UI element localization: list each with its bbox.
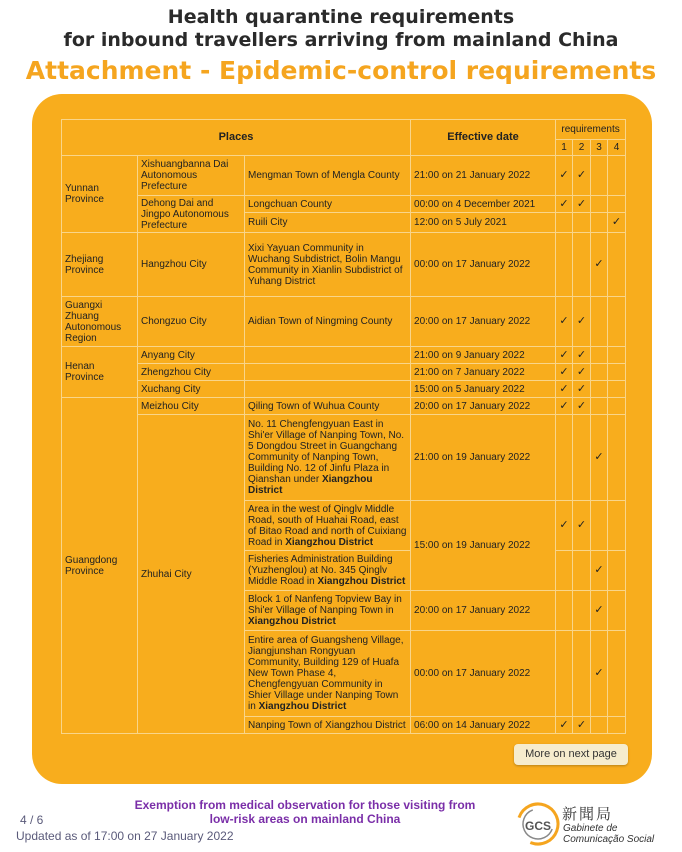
logo-chinese-name: 新聞局 (562, 805, 614, 823)
area-cell (245, 591, 411, 631)
more-on-next-page-button[interactable]: More on next page (514, 744, 628, 765)
table-row (62, 364, 626, 381)
date-cell: 20:00 on 17 January 2022 (411, 398, 556, 415)
area-cell (245, 415, 411, 501)
check-icon: ✓ (556, 196, 573, 213)
city-cell: Hangzhou City (138, 233, 245, 297)
region-cell: Guangxi Zhuang Autonomous Region (62, 297, 138, 347)
table-row (62, 156, 626, 196)
district-text: Xiangzhou District (258, 701, 347, 712)
check-icon: ✓ (556, 156, 573, 196)
check-icon: ✓ (573, 156, 591, 196)
page-title (0, 6, 682, 52)
city-cell: Zhengzhou City (138, 364, 245, 381)
logo-portuguese-name (563, 823, 654, 845)
check-icon: ✓ (573, 297, 591, 347)
area-text: Block 1 of Nanfeng Topview Bay in Shi'er Village of Nanping Town in (248, 594, 402, 616)
check-icon: ✓ (573, 717, 591, 734)
date-cell: 21:00 on 21 January 2022 (411, 156, 556, 196)
check-icon: ✓ (556, 381, 573, 398)
check-icon: ✓ (556, 364, 573, 381)
date-cell: 12:00 on 5 July 2021 (411, 213, 556, 233)
area-cell (245, 364, 411, 381)
area-text: Fisheries Administration Building (Yuzhenglou) at No. 345 Qinglv Middle Road in (248, 554, 393, 587)
area-cell: Nanping Town of Xiangzhou District (245, 717, 411, 734)
check-icon: ✓ (573, 364, 591, 381)
req-col-3: 3 (591, 140, 608, 156)
check-icon: ✓ (556, 501, 573, 551)
date-cell: 21:00 on 7 January 2022 (411, 364, 556, 381)
table-row (62, 415, 626, 501)
date-cell: 00:00 on 4 December 2021 (411, 196, 556, 213)
req-col-4: 4 (608, 140, 626, 156)
date-cell: 06:00 on 14 January 2022 (411, 717, 556, 734)
logo-mark-text: GCS (524, 819, 552, 833)
logo-pt-line-1: Gabinete de (563, 823, 618, 834)
city-cell: Xishuangbanna Dai Autonomous Prefecture (138, 156, 245, 196)
check-icon: ✓ (556, 717, 573, 734)
date-cell: 21:00 on 19 January 2022 (411, 415, 556, 501)
req-col-1: 1 (556, 140, 573, 156)
places-header: Places (62, 120, 411, 156)
check-icon: ✓ (573, 381, 591, 398)
district-text: Xiangzhou District (317, 576, 406, 587)
requirements-header: requirements (556, 120, 626, 140)
check-icon: ✓ (556, 398, 573, 415)
area-cell: Longchuan County (245, 196, 411, 213)
table-row (62, 347, 626, 364)
area-cell (245, 347, 411, 364)
area-cell: Mengman Town of Mengla County (245, 156, 411, 196)
region-cell: Zhejiang Province (62, 233, 138, 297)
check-icon: ✓ (591, 631, 608, 717)
check-icon: ✓ (573, 398, 591, 415)
page-indicator: 4 / 6 (20, 813, 44, 827)
date-cell: 20:00 on 17 January 2022 (411, 297, 556, 347)
effective-date-header: Effective date (411, 120, 556, 156)
area-cell: Qiling Town of Wuhua County (245, 398, 411, 415)
area-cell: Aidian Town of Ningming County (245, 297, 411, 347)
region-cell: Yunnan Province (62, 156, 138, 233)
req-col-2: 2 (573, 140, 591, 156)
updated-timestamp: Updated as of 17:00 on 27 January 2022 (16, 829, 234, 843)
title-line-2: for inbound travellers arriving from mainland China (63, 29, 619, 51)
requirements-table (61, 119, 626, 734)
table-row (62, 381, 626, 398)
date-cell: 15:00 on 19 January 2022 (411, 501, 556, 591)
region-cell: Guangdong Province (62, 398, 138, 734)
area-cell: Ruili City (245, 213, 411, 233)
district-text: Xiangzhou District (248, 616, 336, 627)
area-cell: Xixi Yayuan Community in Wuchang Subdistrict, Bolin Mangu Community in Xianlin Subdistrict of Yuhang District (245, 233, 411, 297)
table-row (62, 398, 626, 415)
check-icon: ✓ (556, 297, 573, 347)
district-text: Xiangzhou District (285, 536, 374, 548)
district-text: Xiangzhou District (248, 474, 373, 496)
region-cell: Henan Province (62, 347, 138, 398)
city-cell: Meizhou City (138, 398, 245, 415)
check-icon: ✓ (573, 196, 591, 213)
title-line-1: Health quarantine requirements (167, 6, 515, 28)
exemption-link[interactable] (110, 798, 500, 826)
check-icon: ✓ (573, 501, 591, 551)
check-icon: ✓ (591, 233, 608, 297)
city-cell: Anyang City (138, 347, 245, 364)
city-cell: Dehong Dai and Jingpo Autonomous Prefecture (138, 196, 245, 233)
logo-pt-line-2: Comunicação Social (563, 834, 655, 845)
city-cell: Xuchang City (138, 381, 245, 398)
gcs-logo-icon (516, 802, 560, 846)
area-cell (245, 381, 411, 398)
date-cell: 20:00 on 17 January 2022 (411, 591, 556, 631)
table-row (62, 233, 626, 297)
area-cell (245, 631, 411, 717)
check-icon: ✓ (591, 415, 608, 501)
date-cell: 00:00 on 17 January 2022 (411, 631, 556, 717)
check-icon: ✓ (591, 551, 608, 591)
area-cell (245, 501, 411, 551)
area-text: No. 11 Chengfengyuan East in Shi'er Village of Nanping Town, No. 5 Dongdou Street in Guangchang Community of Nanping Town, Building No. 12 of Jinfu Plaza in Qianshan under (248, 419, 405, 485)
check-icon: ✓ (591, 591, 608, 631)
check-icon: ✓ (556, 347, 573, 364)
check-icon: ✓ (573, 347, 591, 364)
city-cell: Zhuhai City (138, 415, 245, 734)
area-cell (245, 551, 411, 591)
date-cell: 21:00 on 9 January 2022 (411, 347, 556, 364)
attachment-subtitle: Attachment - Epidemic-control requirements (25, 56, 657, 85)
check-icon: ✓ (608, 213, 626, 233)
exemption-line-1: Exemption from medical observation for those visiting from (134, 798, 476, 812)
date-cell: 00:00 on 17 January 2022 (411, 233, 556, 297)
exemption-line-2: low-risk areas on mainland China (209, 812, 401, 826)
table-row (62, 297, 626, 347)
table-header-row (62, 120, 626, 140)
area-text: Entire area of Guangsheng Village, Jiangjunshan Rongyuan Community, Building 129 of Huafa New Town Phase 4, Chengfengyuan Community in Shier Village under Nanping Town in (248, 635, 404, 712)
area-text: Area in the west of Qinglv Middle Road, south of Huahai Road, east of Bitao Road and north of Cuixiang Road in (248, 503, 407, 548)
date-cell: 15:00 on 5 January 2022 (411, 381, 556, 398)
city-cell: Chongzuo City (138, 297, 245, 347)
table-row (62, 196, 626, 213)
